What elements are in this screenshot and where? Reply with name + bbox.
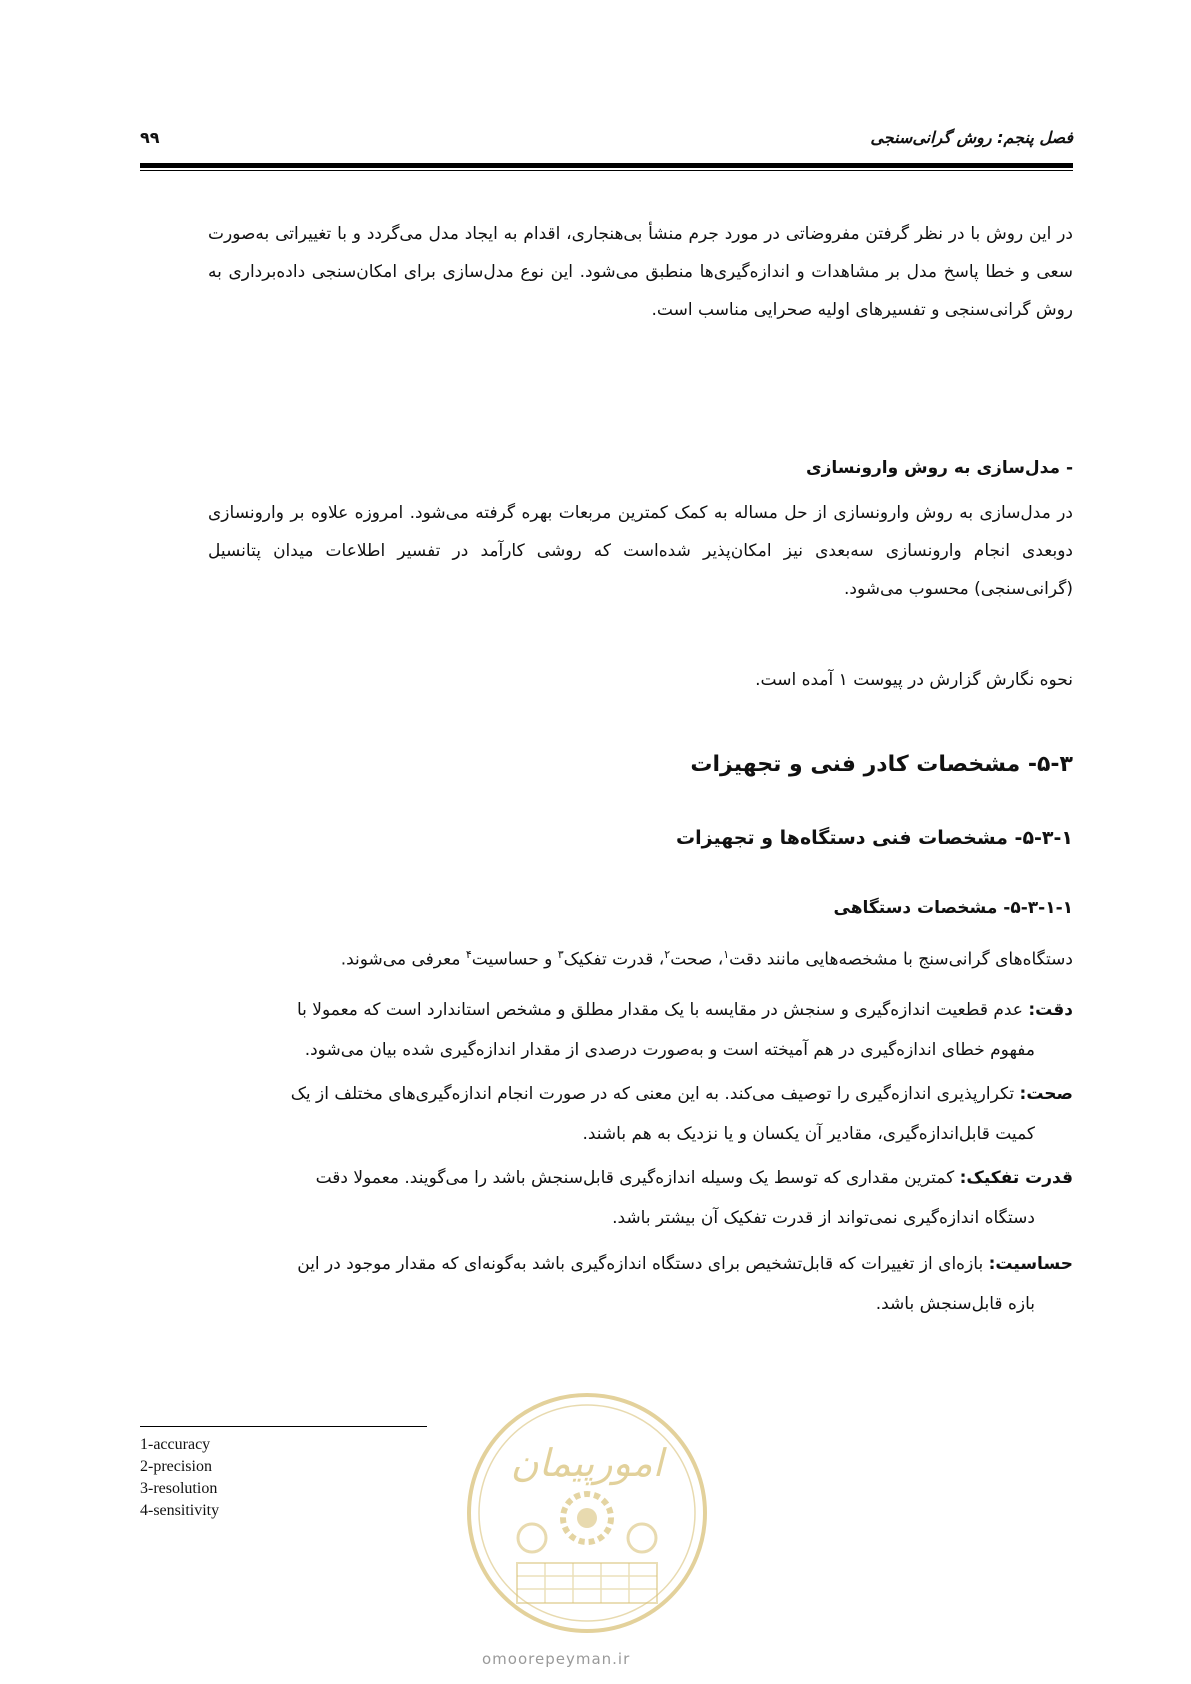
paragraph-forward-modeling: در این روش با در نظر گرفتن مفروضاتی در مورد جرم منشأ بی‌هنجاری، اقدام به ایجاد مدل می‌گردد و با تغییراتی به‌صورت سعی و خطا پاسخ مدل بر مشاهدات و اندازه‌گیری‌ها منطبق می‌شود. این نوع مدل‌سازی برای امکان‌سنجی داده‌برداری به روش گرانی‌سنجی و تفسیرهای اولیه صحرایی مناسب است. xyxy=(208,224,1073,320)
definition-text: بازه‌ای از تغییرات که قابل‌تشخیص برای دستگاه اندازه‌گیری باشد به‌گونه‌ای که مقدار موجود در این xyxy=(297,1254,989,1274)
footnote-ref-4: ۴ xyxy=(465,948,472,961)
definition-precision xyxy=(181,1074,1073,1154)
definition-text: عدم قطعیت اندازه‌گیری و سنجش در مقایسه با یک مقدار مطلق و مشخص استاندارد است که معمولا با xyxy=(296,1000,1029,1020)
intro-text-2: ، صحت xyxy=(670,949,724,970)
definition-continuation: بازه قابل‌سنجش باشد. xyxy=(875,1294,1035,1314)
definition-term: صحت: xyxy=(1019,1084,1073,1104)
definition-term: قدرت تفکیک: xyxy=(959,1168,1073,1188)
instrument-intro xyxy=(341,948,1073,970)
footnote-item: 4-sensitivity xyxy=(140,1502,220,1519)
definition-term: دقت: xyxy=(1028,1000,1073,1020)
paragraph-appendix-note: نحوه نگارش گزارش در پیوست ۱ آمده است. xyxy=(755,670,1073,690)
footnote-item: 3-resolution xyxy=(140,1480,218,1497)
paragraph-inversion: در مدل‌سازی به روش وارونسازی از حل مساله به کمک کمترین مربعات بهره گرفته می‌شود. امروزه علاوه بر وارونسازی دوبعدی انجام وارونسازی سه‌بعدی نیز امکان‌پذیر شده‌است که روشی کارآمد در تفسیر اطلاعات میدان پتانسیل (گرانی‌سنجی) محسوب می‌شود. xyxy=(208,503,1073,599)
chapter-title: فصل پنجم: روش گرانی‌سنجی xyxy=(870,128,1073,147)
footnote-ref-2: ۲ xyxy=(664,948,671,961)
stamp-seal-icon xyxy=(462,1388,712,1638)
section-heading-5-3: ۵-۳- مشخصات کادر فنی و تجهیزات xyxy=(690,752,1073,777)
footnote-ref-1: ۱ xyxy=(723,948,730,961)
definition-continuation: دستگاه اندازه‌گیری نمی‌تواند از قدرت تفکیک آن بیشتر باشد. xyxy=(612,1208,1035,1228)
definition-text: تکرارپذیری اندازه‌گیری را توصیف می‌کند. به این معنی که در صورت انجام اندازه‌گیری‌های مختلف از یک xyxy=(290,1084,1020,1104)
definition-continuation: کمیت قابل‌اندازه‌گیری، مقادیر آن یکسان و یا نزدیک به هم باشند. xyxy=(582,1124,1035,1144)
definition-continuation: مفهوم خطای اندازه‌گیری در هم آمیخته است و به‌صورت درصدی از مقدار اندازه‌گیری شده بیان می‌شود. xyxy=(304,1040,1035,1060)
header-rule-thick xyxy=(140,163,1073,168)
intro-text-1: دستگاه‌های گرانی‌سنج با مشخصه‌هایی مانند دقت xyxy=(729,949,1073,970)
footnote-rule xyxy=(140,1426,427,1427)
intro-text-5: معرفی می‌شوند. xyxy=(340,949,466,970)
footnote-item: 1-accuracy xyxy=(140,1436,211,1453)
section-heading-5-3-1-1: ۵-۳-۱-۱- مشخصات دستگاهی xyxy=(833,898,1073,918)
header-rule-thin xyxy=(140,170,1073,171)
definition-accuracy xyxy=(181,990,1073,1070)
footnote-ref-3: ۳ xyxy=(557,948,564,961)
page-number: ۹۹ xyxy=(140,128,160,147)
definition-text: کمترین مقداری که توسط یک وسیله اندازه‌گیری قابل‌سنجش باشد را می‌گویند. معمولا دقت xyxy=(315,1168,960,1188)
definition-sensitivity xyxy=(181,1244,1073,1324)
page-header xyxy=(140,128,1073,158)
inversion-heading: - مدل‌سازی به روش وارونسازی xyxy=(806,458,1073,478)
watermark-site: omoorepeyman.ir xyxy=(482,1650,631,1668)
section-heading-5-3-1: ۵-۳-۱- مشخصات فنی دستگاه‌ها و تجهیزات xyxy=(676,827,1073,849)
intro-text-3: ، قدرت تفکیک xyxy=(563,949,665,970)
footnotes xyxy=(140,1434,219,1522)
watermark-logo-text: امورپیمان xyxy=(510,1441,664,1485)
definition-term: حساسیت: xyxy=(988,1254,1073,1274)
footnote-item: 2-precision xyxy=(140,1458,212,1475)
definition-resolution xyxy=(181,1158,1073,1238)
intro-text-4: و حساسیت xyxy=(471,949,558,970)
